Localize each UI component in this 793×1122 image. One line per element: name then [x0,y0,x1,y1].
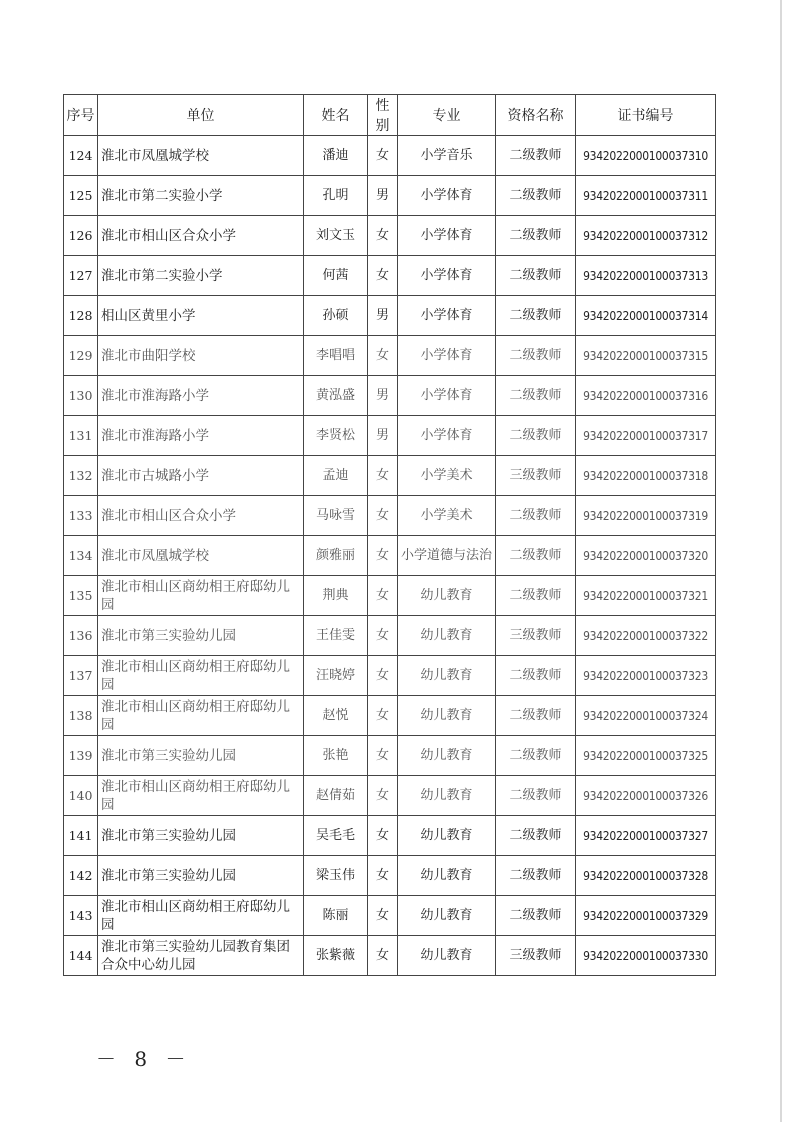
cell-certificate: 9342022000100037325 [576,736,716,776]
cell-seq: 126 [64,216,98,256]
cell-name: 吴毛毛 [304,816,368,856]
cell-name: 梁玉伟 [304,856,368,896]
cell-seq: 134 [64,536,98,576]
cell-certificate: 9342022000100037310 [576,136,716,176]
cell-major: 幼儿教育 [398,616,496,656]
cell-name: 张艳 [304,736,368,776]
cell-major: 幼儿教育 [398,576,496,616]
cell-unit: 淮北市相山区商幼相王府邸幼儿园 [98,776,304,816]
cell-name: 李唱唱 [304,336,368,376]
cell-major: 小学音乐 [398,136,496,176]
cell-certificate: 9342022000100037330 [576,936,716,976]
cell-seq: 142 [64,856,98,896]
cell-unit: 淮北市相山区商幼相王府邸幼儿园 [98,576,304,616]
cell-unit: 淮北市相山区商幼相王府邸幼儿园 [98,656,304,696]
cell-name: 孟迪 [304,456,368,496]
cell-major: 幼儿教育 [398,896,496,936]
table-row [64,736,716,776]
cell-gender: 女 [368,816,398,856]
cell-qualification: 二级教师 [496,816,576,856]
cell-qualification: 二级教师 [496,536,576,576]
cell-qualification: 二级教师 [496,736,576,776]
cell-gender: 女 [368,736,398,776]
scan-edge-line [780,0,782,1122]
table-row [64,856,716,896]
cell-gender: 女 [368,576,398,616]
table-row [64,536,716,576]
table-row [64,776,716,816]
cell-qualification: 二级教师 [496,656,576,696]
cell-major: 幼儿教育 [398,816,496,856]
cell-unit: 淮北市第三实验幼儿园 [98,856,304,896]
header-qualification: 资格名称 [496,95,576,136]
cell-certificate: 9342022000100037328 [576,856,716,896]
cell-gender: 女 [368,656,398,696]
cell-seq: 132 [64,456,98,496]
cell-certificate: 9342022000100037314 [576,296,716,336]
cell-major: 小学美术 [398,456,496,496]
cell-name: 张紫薇 [304,936,368,976]
cell-certificate: 9342022000100037326 [576,776,716,816]
table-row [64,816,716,856]
cell-unit: 淮北市第三实验幼儿园教育集团合众中心幼儿园 [98,936,304,976]
cell-name: 潘迪 [304,136,368,176]
cell-seq: 128 [64,296,98,336]
cell-qualification: 二级教师 [496,856,576,896]
table-row [64,136,716,176]
cell-qualification: 二级教师 [496,296,576,336]
cell-gender: 女 [368,536,398,576]
cell-certificate: 9342022000100037322 [576,616,716,656]
cell-qualification: 二级教师 [496,896,576,936]
cell-qualification: 三级教师 [496,616,576,656]
cell-major: 幼儿教育 [398,856,496,896]
cell-major: 幼儿教育 [398,736,496,776]
cell-unit: 淮北市淮海路小学 [98,376,304,416]
table-body [64,136,716,976]
cell-gender: 女 [368,496,398,536]
cell-name: 汪晓婷 [304,656,368,696]
cell-seq: 124 [64,136,98,176]
cell-gender: 女 [368,136,398,176]
cell-seq: 136 [64,616,98,656]
cell-major: 幼儿教育 [398,656,496,696]
cell-name: 何茜 [304,256,368,296]
table-row [64,376,716,416]
cell-seq: 140 [64,776,98,816]
cell-name: 孔明 [304,176,368,216]
cell-unit: 淮北市第三实验幼儿园 [98,816,304,856]
cell-qualification: 二级教师 [496,496,576,536]
cell-name: 王佳雯 [304,616,368,656]
table-row [64,216,716,256]
cell-certificate: 9342022000100037327 [576,816,716,856]
cell-qualification: 三级教师 [496,456,576,496]
cell-certificate: 9342022000100037317 [576,416,716,456]
cell-unit: 淮北市相山区商幼相王府邸幼儿园 [98,896,304,936]
table-row [64,616,716,656]
cell-gender: 女 [368,776,398,816]
cell-name: 李贤松 [304,416,368,456]
cell-certificate: 9342022000100037311 [576,176,716,216]
cell-seq: 133 [64,496,98,536]
cell-unit: 淮北市第三实验幼儿园 [98,736,304,776]
table-row [64,176,716,216]
cell-unit: 淮北市相山区商幼相王府邸幼儿园 [98,696,304,736]
cell-seq: 137 [64,656,98,696]
cell-gender: 男 [368,296,398,336]
cell-seq: 130 [64,376,98,416]
cell-major: 小学体育 [398,176,496,216]
cell-gender: 男 [368,176,398,216]
cell-seq: 135 [64,576,98,616]
table-row [64,256,716,296]
cell-major: 小学美术 [398,496,496,536]
table-row [64,456,716,496]
teacher-qualification-table [63,94,716,976]
table-row [64,696,716,736]
cell-unit: 相山区黄里小学 [98,296,304,336]
cell-major: 小学体育 [398,216,496,256]
cell-seq: 144 [64,936,98,976]
cell-certificate: 9342022000100037316 [576,376,716,416]
cell-gender: 女 [368,256,398,296]
cell-unit: 淮北市淮海路小学 [98,416,304,456]
cell-certificate: 9342022000100037321 [576,576,716,616]
cell-qualification: 二级教师 [496,696,576,736]
cell-major: 小学体育 [398,376,496,416]
cell-seq: 129 [64,336,98,376]
cell-unit: 淮北市曲阳学校 [98,336,304,376]
cell-qualification: 二级教师 [496,176,576,216]
cell-qualification: 二级教师 [496,256,576,296]
cell-major: 小学体育 [398,336,496,376]
cell-unit: 淮北市凤凰城学校 [98,136,304,176]
cell-certificate: 9342022000100037323 [576,656,716,696]
cell-certificate: 9342022000100037318 [576,456,716,496]
cell-qualification: 二级教师 [496,776,576,816]
table-row [64,896,716,936]
cell-certificate: 9342022000100037313 [576,256,716,296]
cell-certificate: 9342022000100037329 [576,896,716,936]
cell-qualification: 二级教师 [496,576,576,616]
cell-unit: 淮北市第三实验幼儿园 [98,616,304,656]
table-row [64,496,716,536]
cell-unit: 淮北市凤凰城学校 [98,536,304,576]
table-row [64,576,716,616]
cell-qualification: 二级教师 [496,376,576,416]
cell-gender: 女 [368,456,398,496]
cell-certificate: 9342022000100037320 [576,536,716,576]
cell-gender: 男 [368,376,398,416]
cell-name: 马咏雪 [304,496,368,536]
cell-seq: 143 [64,896,98,936]
cell-qualification: 二级教师 [496,336,576,376]
cell-major: 小学体育 [398,256,496,296]
cell-certificate: 9342022000100037324 [576,696,716,736]
cell-gender: 女 [368,936,398,976]
cell-qualification: 二级教师 [496,416,576,456]
cell-name: 赵悦 [304,696,368,736]
cell-seq: 138 [64,696,98,736]
cell-unit: 淮北市相山区合众小学 [98,216,304,256]
cell-name: 颜雅丽 [304,536,368,576]
cell-major: 小学体育 [398,416,496,456]
table-row [64,656,716,696]
cell-major: 幼儿教育 [398,776,496,816]
header-unit: 单位 [98,95,304,136]
cell-major: 小学道德与法治 [398,536,496,576]
header-major: 专业 [398,95,496,136]
cell-unit: 淮北市第二实验小学 [98,256,304,296]
cell-gender: 女 [368,616,398,656]
cell-major: 幼儿教育 [398,936,496,976]
table-row [64,936,716,976]
header-certificate: 证书编号 [576,95,716,136]
cell-qualification: 二级教师 [496,136,576,176]
cell-name: 孙硕 [304,296,368,336]
table-row [64,336,716,376]
cell-certificate: 9342022000100037315 [576,336,716,376]
table-header-row [64,95,716,136]
cell-unit: 淮北市第二实验小学 [98,176,304,216]
cell-gender: 女 [368,336,398,376]
cell-certificate: 9342022000100037319 [576,496,716,536]
cell-gender: 女 [368,696,398,736]
cell-seq: 141 [64,816,98,856]
cell-major: 小学体育 [398,296,496,336]
cell-name: 陈丽 [304,896,368,936]
cell-gender: 女 [368,896,398,936]
table-row [64,296,716,336]
cell-gender: 女 [368,216,398,256]
header-seq: 序号 [64,95,98,136]
cell-seq: 125 [64,176,98,216]
cell-qualification: 三级教师 [496,936,576,976]
cell-unit: 淮北市相山区合众小学 [98,496,304,536]
cell-name: 刘文玉 [304,216,368,256]
cell-seq: 131 [64,416,98,456]
cell-gender: 女 [368,856,398,896]
cell-name: 黄泓盛 [304,376,368,416]
cell-name: 荆典 [304,576,368,616]
cell-seq: 139 [64,736,98,776]
cell-qualification: 二级教师 [496,216,576,256]
cell-name: 赵倩茹 [304,776,368,816]
page-number: － 8 － [96,1047,192,1071]
cell-major: 幼儿教育 [398,696,496,736]
cell-unit: 淮北市古城路小学 [98,456,304,496]
header-gender: 性别 [368,95,398,136]
header-name: 姓名 [304,95,368,136]
table-row [64,416,716,456]
cell-gender: 男 [368,416,398,456]
cell-seq: 127 [64,256,98,296]
cell-certificate: 9342022000100037312 [576,216,716,256]
